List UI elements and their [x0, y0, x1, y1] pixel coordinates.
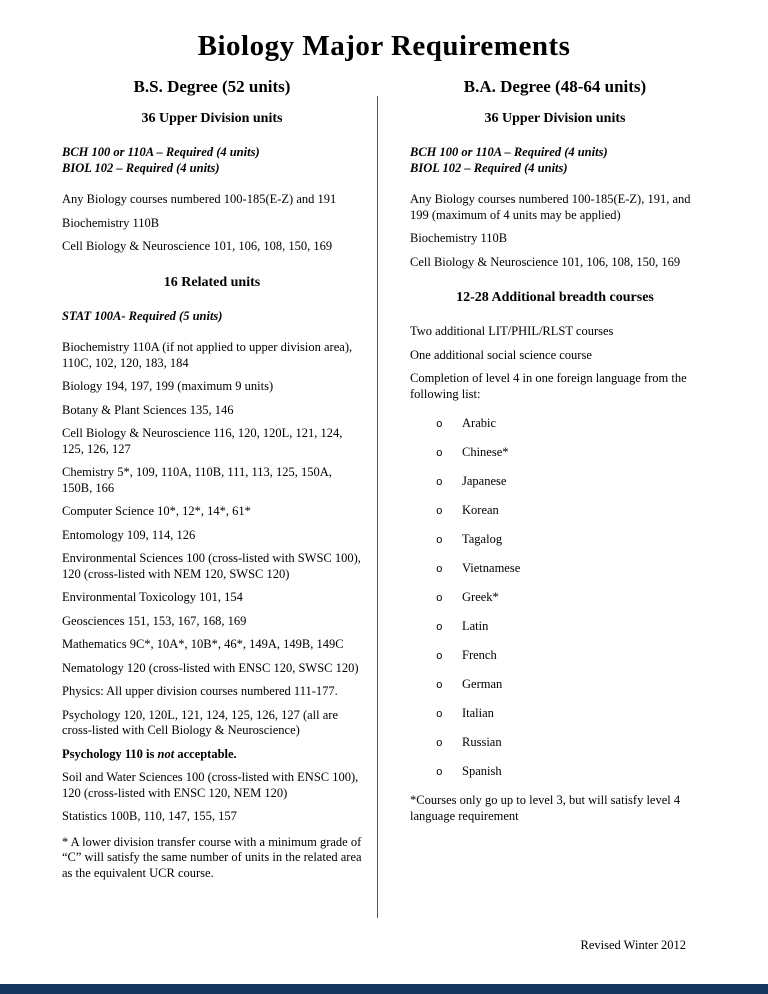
- psychology-not-acceptable-note: [62, 747, 362, 763]
- language-item: [436, 532, 700, 547]
- course-item: Biochemistry 110B: [62, 215, 160, 230]
- language-label: Latin: [462, 619, 489, 634]
- course-item: Any Biology courses numbered 100-185(E-Z), 191, and 199 (maximum of 4 units may be applied): [410, 192, 691, 222]
- course-item: Environmental Toxicology 101, 154: [62, 590, 243, 605]
- course-item: Cell Biology & Neuroscience 101, 106, 108, 150, 169: [410, 254, 681, 269]
- bullet-icon: o: [436, 651, 443, 664]
- bullet-icon: o: [436, 506, 443, 519]
- note-text: acceptable.: [174, 746, 237, 761]
- required-course-line: BIOL 102 – Required (4 units): [410, 160, 568, 175]
- bullet-icon: o: [436, 593, 443, 606]
- language-item: [436, 677, 700, 692]
- language-label: Russian: [462, 735, 502, 750]
- related-units-heading: 16 Related units: [163, 274, 261, 290]
- language-label: Spanish: [462, 764, 502, 779]
- column-divider: [377, 96, 378, 918]
- course-item: Any Biology courses numbered 100-185(E-Z) and 191: [62, 192, 337, 207]
- breadth-courses-heading: 12-28 Additional breadth courses: [456, 290, 654, 306]
- foreign-language-list: [410, 416, 700, 779]
- bs-required-courses: [62, 145, 362, 176]
- language-item: [436, 416, 700, 431]
- bottom-bar: [0, 984, 768, 994]
- course-item: Psychology 120, 120L, 121, 124, 125, 126, 127 (all are cross-listed with Cell Biology & Neuroscience): [62, 707, 339, 738]
- course-item: Biochemistry 110A (if not applied to upper division area), 110C, 102, 120, 183, 184: [62, 340, 353, 370]
- course-item: Mathematics 9C*, 10A*, 10B*, 46*, 149A, 149B, 149C: [62, 637, 344, 652]
- ba-degree-heading: B.A. Degree (48-64 units): [463, 77, 647, 96]
- course-item: Geosciences 151, 153, 167, 168, 169: [62, 613, 247, 628]
- language-label: Korean: [462, 503, 499, 518]
- course-item: Statistics 100B, 110, 147, 155, 157: [62, 809, 237, 824]
- required-course-line: BCH 100 or 110A – Required (4 units): [62, 145, 260, 159]
- language-level-note: *Courses only go up to level 3, but will satisfy level 4 language requirement: [410, 793, 681, 823]
- language-item: [436, 706, 700, 721]
- language-label: Greek*: [462, 590, 499, 605]
- course-item: Nematology 120 (cross-listed with ENSC 120, SWSC 120): [62, 660, 359, 675]
- language-item: [436, 561, 700, 576]
- course-item: Computer Science 10*, 12*, 14*, 61*: [62, 504, 251, 519]
- language-item: [436, 590, 700, 605]
- course-item: Biochemistry 110B: [410, 231, 508, 246]
- language-item: [436, 445, 700, 460]
- language-item: [436, 503, 700, 518]
- bullet-icon: o: [436, 738, 443, 751]
- language-item: [436, 648, 700, 663]
- language-label: Chinese*: [462, 445, 509, 460]
- bullet-icon: o: [436, 419, 443, 432]
- two-column-layout: [0, 77, 768, 881]
- bullet-icon: o: [436, 564, 443, 577]
- breadth-item: Completion of level 4 in one foreign language from the following list:: [410, 371, 687, 401]
- language-label: Italian: [462, 706, 494, 721]
- course-item: Environmental Sciences 100 (cross-listed with SWSC 100), 120 (cross-listed with NEM 120, SWSC 120): [62, 551, 361, 581]
- language-item: [436, 474, 700, 489]
- language-label: Arabic: [462, 416, 497, 431]
- note-text: Psychology 110 is: [62, 746, 158, 761]
- bullet-icon: o: [436, 622, 443, 635]
- language-item: [436, 764, 700, 779]
- ba-degree-column: [410, 77, 700, 881]
- bullet-icon: o: [436, 448, 443, 461]
- required-course-line: BCH 100 or 110A – Required (4 units): [410, 145, 608, 159]
- bs-degree-column: [62, 77, 362, 881]
- bs-degree-heading: B.S. Degree (52 units): [133, 77, 291, 96]
- page-title: Biology Major Requirements: [197, 30, 571, 62]
- language-label: Japanese: [462, 474, 507, 489]
- course-item: Physics: All upper division courses numbered 111-177.: [62, 684, 338, 699]
- course-item: Botany & Plant Sciences 135, 146: [62, 402, 234, 417]
- revision-date: Revised Winter 2012: [580, 938, 686, 952]
- language-item: [436, 735, 700, 750]
- required-course-line: BIOL 102 – Required (4 units): [62, 160, 220, 175]
- language-label: Tagalog: [462, 532, 503, 547]
- bullet-icon: o: [436, 535, 443, 548]
- required-course-line: STAT 100A- Required (5 units): [62, 308, 223, 323]
- bullet-icon: o: [436, 709, 443, 722]
- language-label: French: [462, 648, 497, 663]
- language-item: [436, 619, 700, 634]
- ba-required-courses: [410, 145, 700, 176]
- breadth-item: Two additional LIT/PHIL/RLST courses: [410, 324, 614, 339]
- course-item: Chemistry 5*, 109, 110A, 110B, 111, 113, 125, 150A, 150B, 166: [62, 465, 332, 495]
- breadth-item: One additional social science course: [410, 347, 592, 362]
- course-item: Biology 194, 197, 199 (maximum 9 units): [62, 379, 274, 394]
- course-item: Cell Biology & Neuroscience 116, 120, 120L, 121, 124, 125, 126, 127: [62, 426, 343, 456]
- course-item: Entomology 109, 114, 126: [62, 527, 196, 542]
- transfer-course-note: * A lower division transfer course with a minimum grade of “C” will satisfy the same number of units in the related area as the equivalent UCR course.: [62, 834, 362, 880]
- bullet-icon: o: [436, 767, 443, 780]
- language-label: German: [462, 677, 503, 692]
- language-label: Vietnamese: [462, 561, 521, 576]
- ba-upper-division-heading: 36 Upper Division units: [484, 111, 626, 126]
- course-item: Soil and Water Sciences 100 (cross-listed with ENSC 100), 120 (cross-listed with ENSC 120, NEM 120): [62, 770, 359, 800]
- bullet-icon: o: [436, 477, 443, 490]
- course-item: Cell Biology & Neuroscience 101, 106, 108, 150, 169: [62, 239, 333, 254]
- stat-required-line: [62, 309, 362, 325]
- bs-upper-division-heading: 36 Upper Division units: [141, 111, 283, 126]
- note-emphasis: not: [157, 746, 175, 761]
- bullet-icon: o: [436, 680, 443, 693]
